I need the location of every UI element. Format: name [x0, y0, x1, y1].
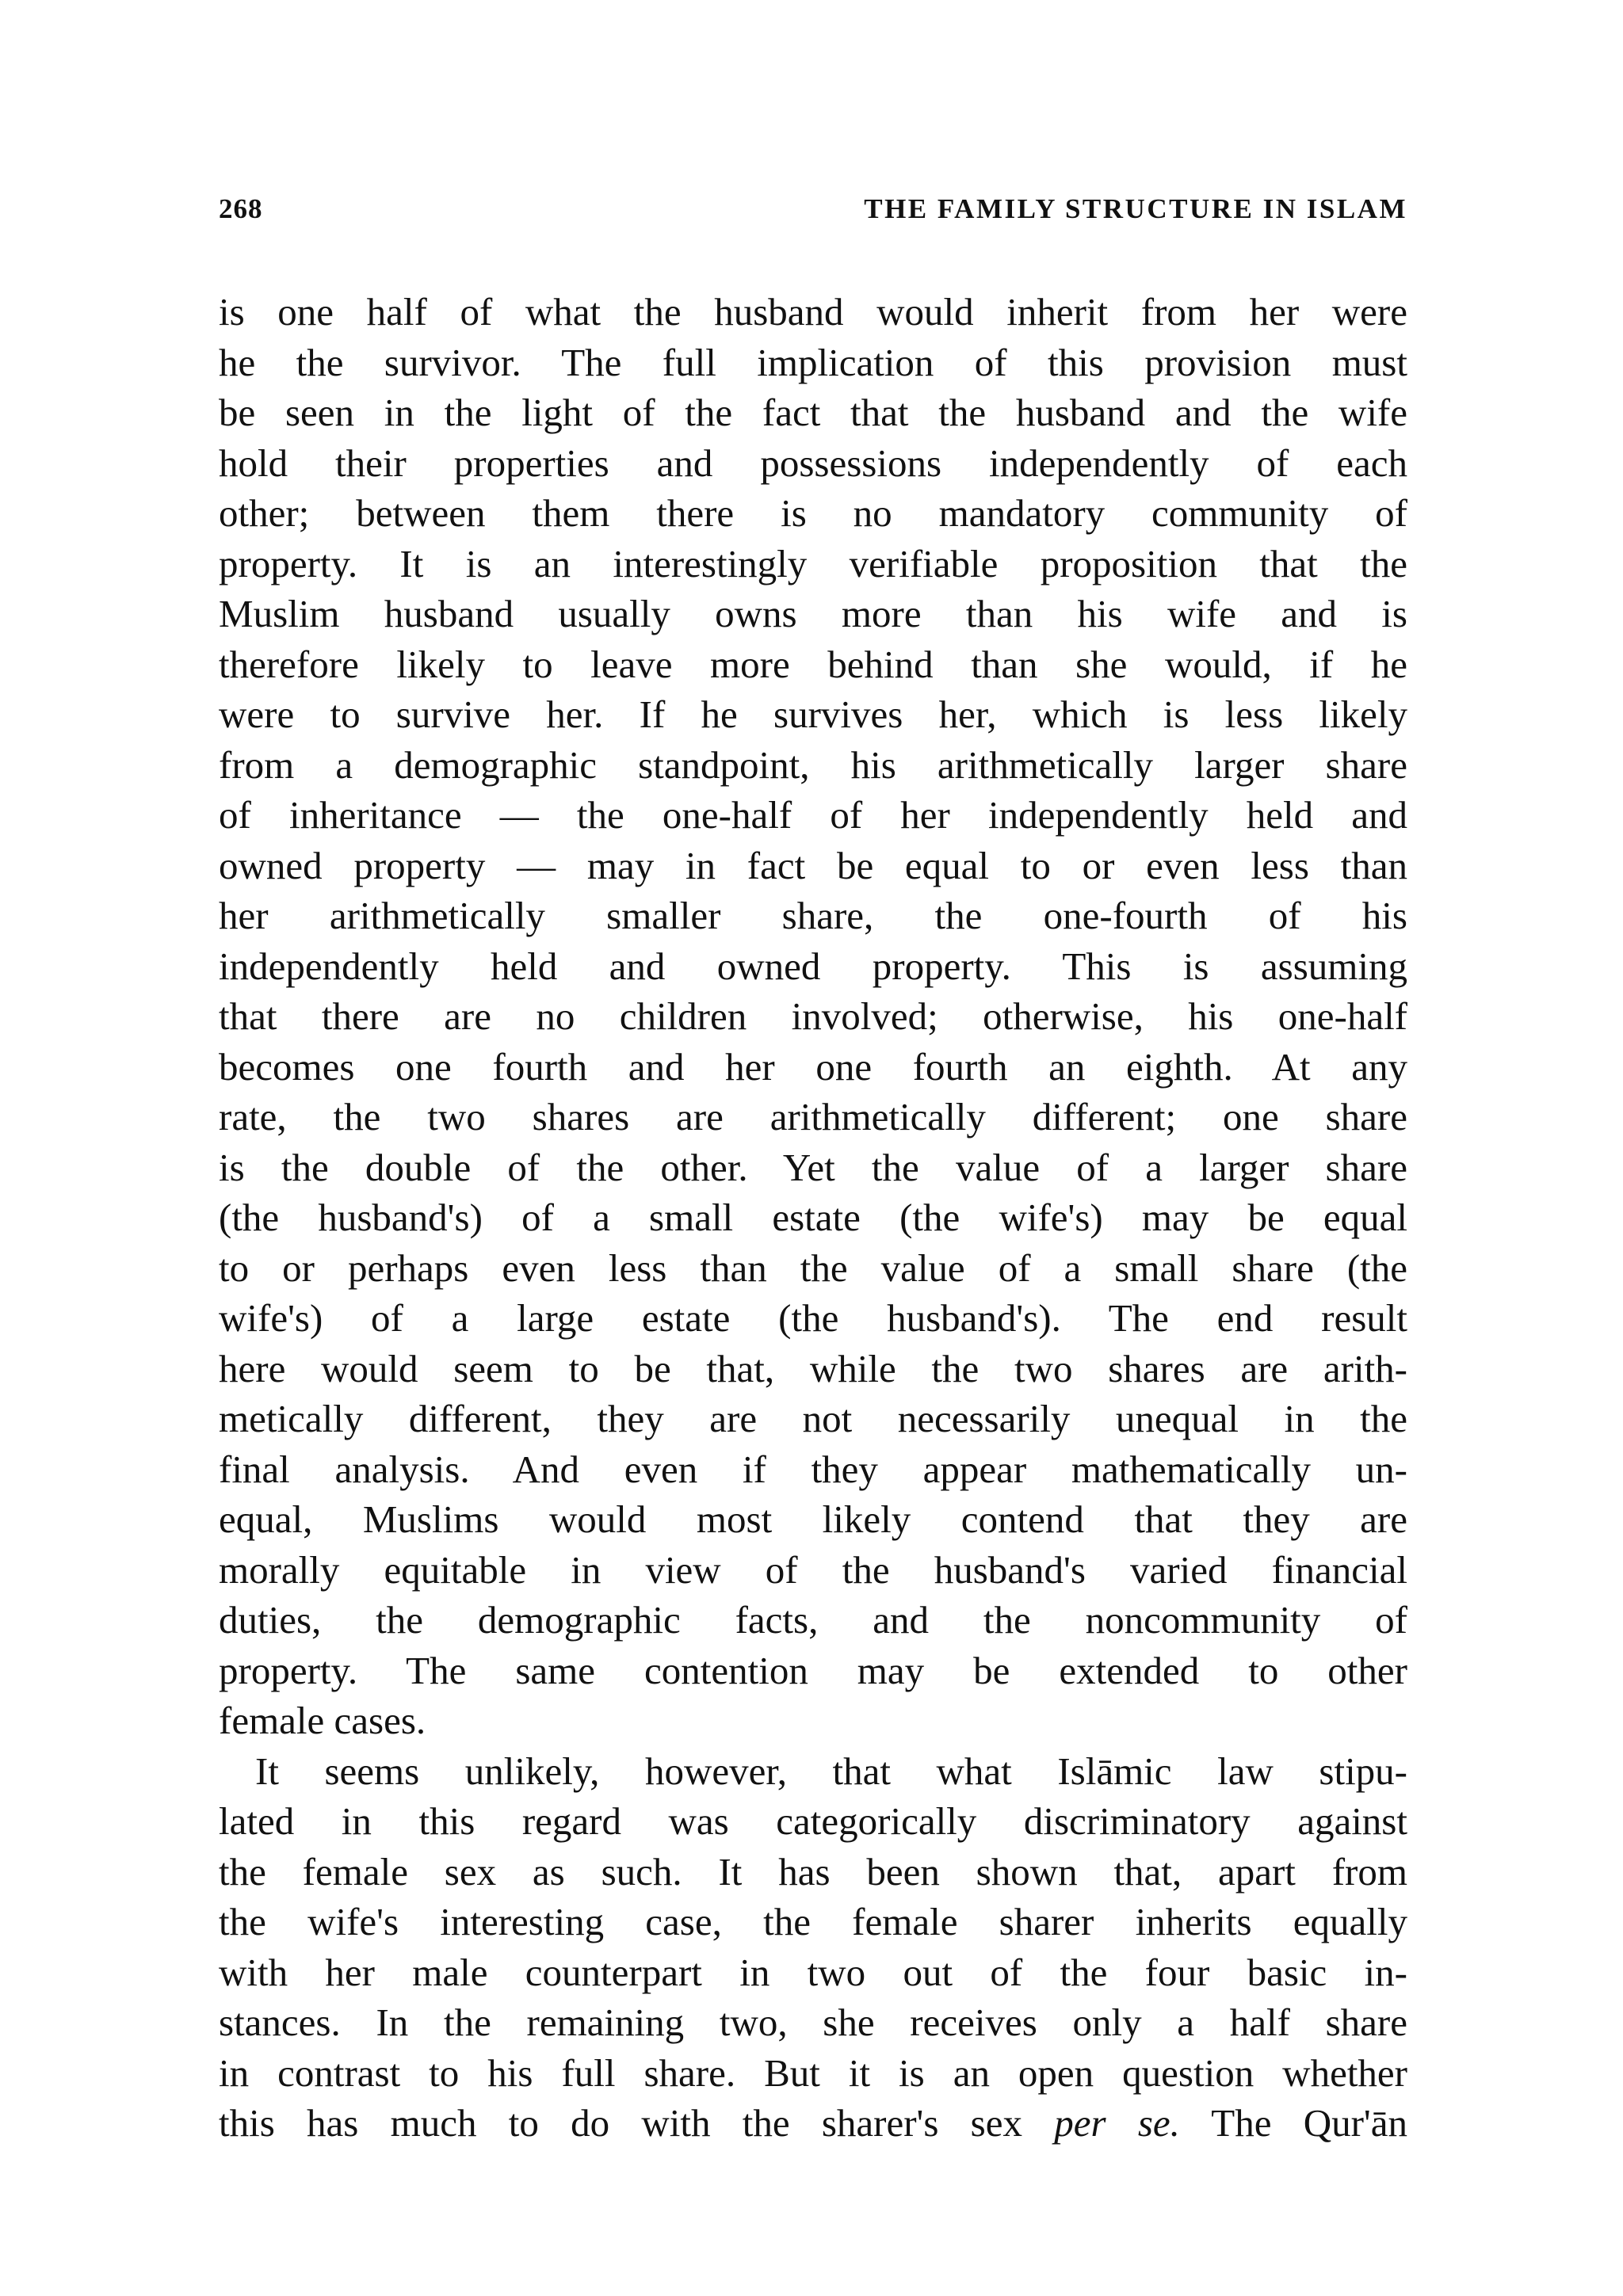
- text-line: with her male counterpart in two out of the four basic in-: [219, 1950, 1407, 1994]
- text-line: from a demographic standpoint, his arithmetically larger share: [219, 742, 1407, 787]
- text-line: stances. In the remaining two, she receives only a half share: [219, 2000, 1407, 2044]
- text-line: metically different, they are not necessarily unequal in the: [219, 1397, 1407, 1440]
- text-line: duties, the demographic facts, and the noncommunity of: [219, 1598, 1407, 1642]
- text-line: (the husband's) of a small estate (the wife's) may be equal: [219, 1196, 1407, 1239]
- paragraph-2: [219, 1746, 1407, 2149]
- text-line: her arithmetically smaller share, the one-fourth of his: [219, 894, 1407, 937]
- text-line: property. The same contention may be extended to other: [219, 1648, 1407, 1692]
- text-line: the wife's interesting case, the female sharer inherits equally: [219, 1900, 1407, 1943]
- text-line: [219, 2098, 1407, 2149]
- text-line: be seen in the light of the fact that the husband and the wife: [219, 391, 1407, 434]
- text-line: here would seem to be that, while the two shares are arith-: [219, 1346, 1407, 1390]
- italic-phrase: per se.: [1054, 2101, 1180, 2145]
- text-line: equal, Muslims would most likely contend that they are: [219, 1497, 1407, 1541]
- page-number: 268: [219, 193, 263, 224]
- text-line: Muslim husband usually owns more than his wife and is: [219, 592, 1407, 635]
- paragraph-1: [219, 287, 1407, 1746]
- text-line: is one half of what the husband would inherit from her were: [219, 290, 1407, 334]
- text-line: property. It is an interestingly verifiable proposition that the: [219, 541, 1407, 585]
- text-line: final analysis. And even if they appear mathematically un-: [219, 1447, 1407, 1491]
- text-line: therefore likely to leave more behind than she would, if he: [219, 642, 1407, 686]
- text-line: female cases.: [219, 1699, 426, 1742]
- text-line: is the double of the other. Yet the value of a larger share: [219, 1145, 1407, 1189]
- text-line: morally equitable in view of the husband's varied financial: [219, 1547, 1407, 1592]
- text-line: independently held and owned property. This is assuming: [219, 944, 1407, 988]
- text-line: that there are no children involved; otherwise, his one-half: [219, 994, 1407, 1038]
- text-segment: The Qur'ān: [1211, 2101, 1408, 2145]
- text-segment: this has much to do with the sharer's sex: [219, 2101, 1023, 2145]
- body-text: [219, 287, 1407, 2149]
- text-line: hold their properties and possessions independently of each: [219, 441, 1407, 485]
- text-line: the female sex as such. It has been shown that, apart from: [219, 1849, 1407, 1894]
- text-line: It seems unlikely, however, that what Islāmic law stipu-: [255, 1749, 1407, 1793]
- text-line: owned property — may in fact be equal to or even less than: [219, 843, 1407, 887]
- running-title: THE FAMILY STRUCTURE IN ISLAM: [864, 193, 1407, 224]
- text-line: in contrast to his full share. But it is an open question whether: [219, 2050, 1407, 2095]
- text-line: he the survivor. The full implication of this provision must: [219, 340, 1407, 384]
- text-line: to or perhaps even less than the value of a small share (the: [219, 1245, 1407, 1290]
- running-head: [219, 193, 1407, 241]
- text-line: other; between them there is no mandatory community of: [219, 491, 1407, 535]
- text-line: rate, the two shares are arithmetically different; one share: [219, 1095, 1407, 1138]
- text-line: of inheritance — the one-half of her independently held and: [219, 793, 1407, 837]
- text-line: wife's) of a large estate (the husband's). The end result: [219, 1296, 1407, 1340]
- text-line: lated in this regard was categorically discriminatory against: [219, 1799, 1407, 1843]
- text-line: becomes one fourth and her one fourth an eighth. At any: [219, 1044, 1407, 1089]
- text-line: were to survive her. If he survives her, which is less likely: [219, 692, 1407, 736]
